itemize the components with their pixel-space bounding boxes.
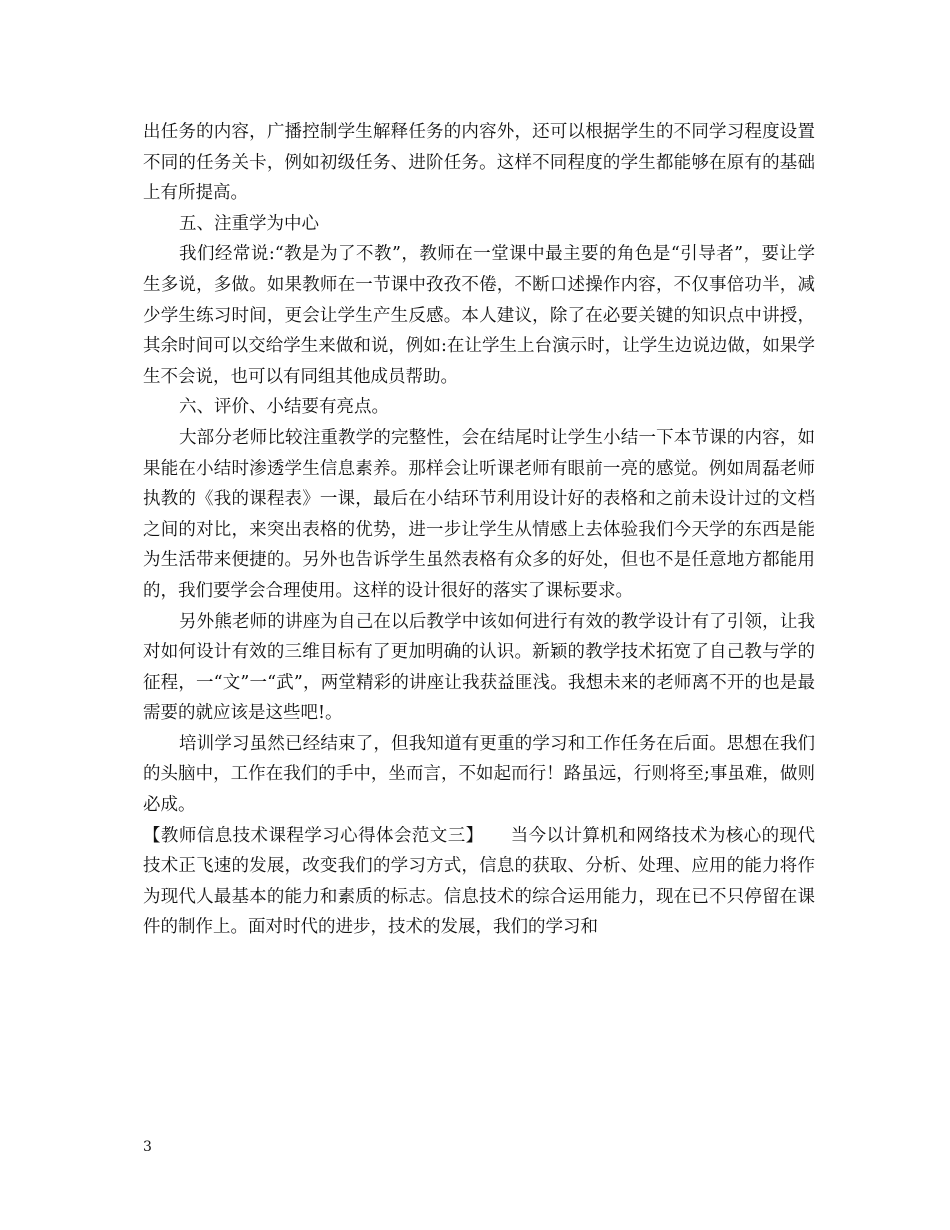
paragraph: 另外熊老师的讲座为自己在以后教学中该如何进行有效的教学设计有了引领，让我对如何设计有效的三维目标有了更加明确的认识。新颖的教学技术拓宽了自己教与学的征程，一“文”一“武”，两堂精彩的讲座让我获益匪浅。我想未来的老师离不开的也是最需要的就应该是这些吧!。 bbox=[143, 611, 815, 724]
section-heading-6: 六、评价、小结要有亮点。 bbox=[179, 397, 389, 418]
page-number: 3 bbox=[143, 1139, 152, 1155]
paragraph: 大部分老师比较注重教学的完整性，会在结尾时让学生小结一下本节课的内容，如果能在小结时渗透学生信息素养。那样会让听课老师有眼前一亮的感觉。例如周磊老师执教的《我的课程表》一课，最后在小结环节利用设计好的表格和之前未设计过的文档之间的对比，来突出表格的优势，进一步让学生从情感上去体验我们今天学的东西是能为生活带来便捷的。另外也告诉学生虽然表格有众多的好处，但也不是任意地方都能用的，我们要学会合理使用。这样的设计很好的落实了课标要求。 bbox=[143, 427, 815, 601]
paragraph: 我们经常说:“教是为了不教”，教师在一堂课中最主要的角色是“引导者”，要让学生多说，多做。如果教师在一节课中孜孜不倦，不断口述操作内容，不仅事倍功半，减少学生练习时间，更会让学生产生反感。本人建议，除了在必要关键的知识点中讲授，其余时间可以交给学生来做和说，例如:在让学生上台演示时，让学生边说边做，如果学生不会说，也可以有同组其他成员帮助。 bbox=[143, 244, 815, 387]
paragraph: 培训学习虽然已经结束了，但我知道有更重的学习和工作任务在后面。思想在我们的头脑中，工作在我们的手中，坐而言，不如起而行！路虽远，行则将至;事虽难，做则必成。 bbox=[143, 733, 815, 816]
paragraph-essay-three: 【教师信息技术课程学习心得体会范文三】 当今以计算机和网络技术为核心的现代技术正飞速的发展，改变我们的学习方式，信息的获取、分析、处理、应用的能力将作为现代人最基本的能力和素质的标志。信息技术的综合运用能力，现在已不只停留在课件的制作上。面对时代的进步，技术的发展，我们的学习和 bbox=[143, 825, 815, 938]
section-heading-5: 五、注重学为中心 bbox=[179, 213, 319, 234]
paragraph-continuation: 出任务的内容，广播控制学生解释任务的内容外，还可以根据学生的不同学习程度设置不同的任务关卡，例如初级任务、进阶任务。这样不同程度的学生都能够在原有的基础上有所提高。 bbox=[143, 122, 815, 204]
body-text bbox=[143, 117, 815, 943]
